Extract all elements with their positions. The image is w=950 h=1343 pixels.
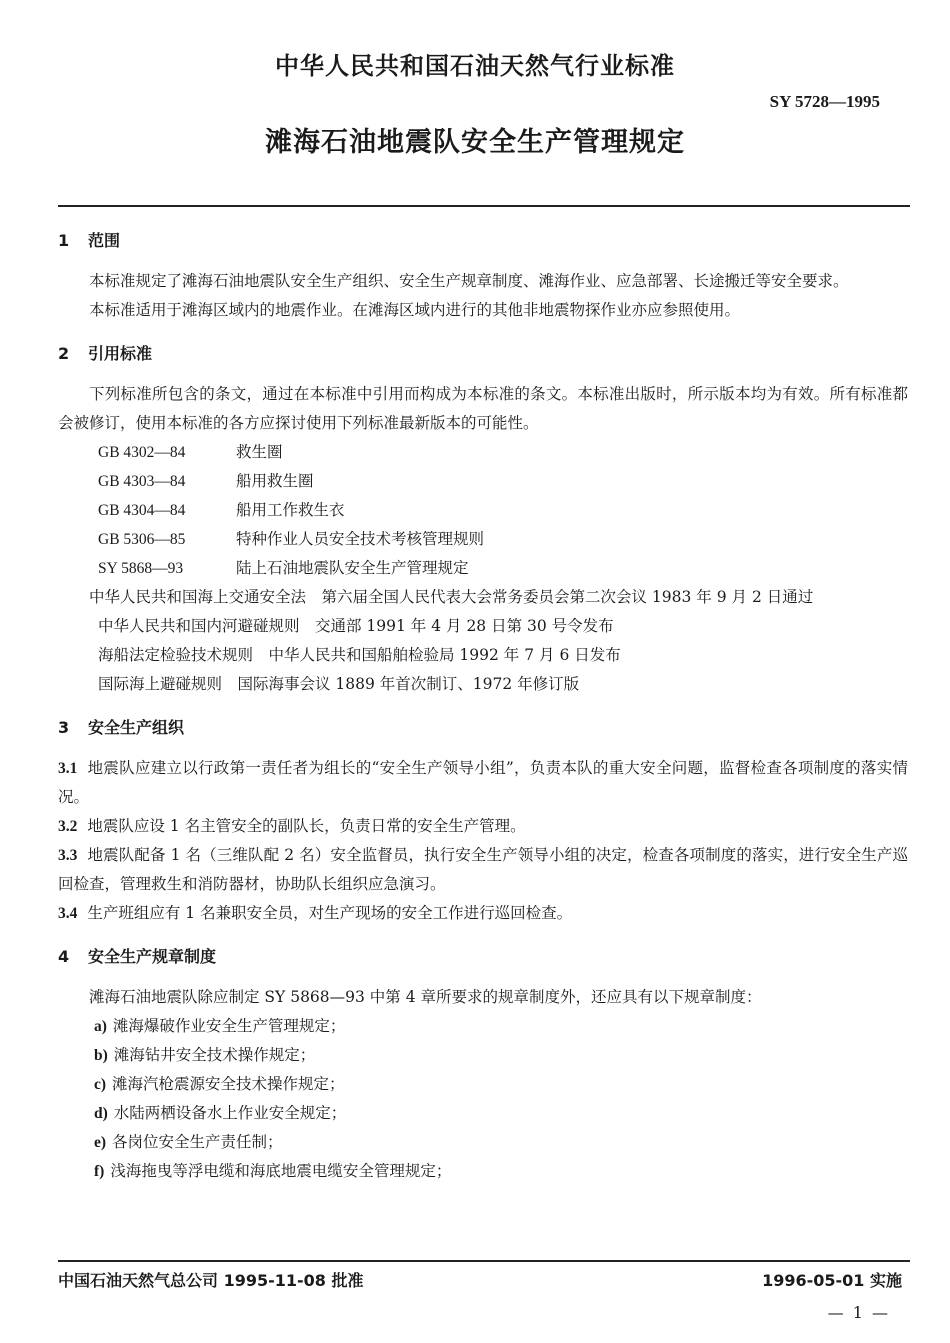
law-reference: 海船法定检验技术规则 中华人民共和国船舶检验局 1992 年 7 月 6 日发布 [98,646,621,664]
paragraph: 滩海石油地震队除应制定 SY 5868—93 中第 4 章所要求的规章制度外，还应具有以下规章制度： [89,988,762,1006]
reference-name: 船用工作救生衣 [236,501,345,519]
clause [58,754,908,812]
reference-item [58,467,908,496]
list-marker: d) [94,1105,108,1122]
list-marker: e) [94,1134,107,1151]
clause [58,812,908,841]
law-reference: 中华人民共和国内河避碰规则 交通部 1991 年 4 月 28 日第 30 号令发布 [98,617,614,635]
reference-code: GB 5306—85 [98,531,186,548]
clause-text: 生产班组应有 1 名兼职安全员，对生产现场的安全工作进行巡回检查。 [87,904,573,922]
list-marker: a) [94,1018,107,1035]
list-item [58,1157,908,1186]
list-marker: b) [94,1047,108,1064]
section-number: 3 [58,718,70,737]
clause-number: 3.2 [58,818,78,835]
paragraph: 本标准规定了滩海石油地震队安全生产组织、安全生产规章制度、滩海作业、应急部署、长途搬迁等安全要求。 [89,272,849,290]
paragraph: 本标准适用于滩海区域内的地震作业。在滩海区域内进行的其他非地震物探作业亦应参照使用。 [89,301,741,319]
list-item [58,1041,908,1070]
reference-code: GB 4304—84 [98,502,186,519]
section-number: 1 [58,231,70,250]
section-title: 范围 [88,231,121,250]
list-marker: f) [94,1163,105,1180]
paragraph: 下列标准所包含的条文，通过在本标准中引用而构成为本标准的条文。本标准出版时，所示版本均为有效。所有标准都会被修订，使用本标准的各方应探讨使用下列标准最新版本的可能性。 [58,385,908,432]
section-number: 2 [58,344,70,363]
clause-text: 地震队应设 1 名主管安全的副队长，负责日常的安全生产管理。 [87,817,526,835]
header-divider [58,205,910,207]
list-text: 滩海爆破作业安全生产管理规定； [112,1017,346,1035]
list-item [58,1070,908,1099]
clause-text: 地震队应建立以行政第一责任者为组长的“安全生产领导小组”，负责本队的重大安全问题，监督检查各项制度的落实情况。 [58,759,908,806]
standard-number: SY 5728—1995 [769,92,880,111]
section-title: 引用标准 [88,344,153,363]
reference-code: SY 5868—93 [98,560,184,577]
list-item [58,1128,908,1157]
reference-item [58,525,908,554]
reference-code: GB 4302—84 [98,444,186,461]
reference-item [58,496,908,525]
list-text: 各岗位安全生产责任制； [112,1133,283,1151]
reference-name: 救生圈 [236,443,283,461]
section-3-heading [58,713,908,742]
clause [58,841,908,899]
list-item [58,1012,908,1041]
page-number: — 1 — [827,1303,890,1322]
list-text: 水陆两栖设备水上作业安全规定； [113,1104,347,1122]
section-4-heading [58,942,908,971]
reference-item [58,554,908,583]
section-title: 安全生产组织 [88,718,185,737]
list-text: 浅海拖曳等浮电缆和海底地震电缆安全管理规定； [110,1162,452,1180]
footer-divider [58,1260,910,1262]
reference-code: GB 4303—84 [98,473,186,490]
list-marker: c) [94,1076,107,1093]
clause-number: 3.1 [58,760,78,777]
clause-number: 3.4 [58,905,78,922]
effective-date: 1996-05-01 实施 [762,1271,902,1290]
document-body [58,226,908,1186]
standard-category: 中华人民共和国石油天然气行业标准 [275,52,675,80]
law-reference: 中华人民共和国海上交通安全法 第六届全国人民代表大会常务委员会第二次会议 1983 年 9 月 2 日通过 [89,588,814,606]
list-text: 滩海钻井安全技术操作规定； [113,1046,316,1064]
list-item [58,1099,908,1128]
approval-line: 中国石油天然气总公司 1995-11-08 批准 [58,1271,364,1290]
reference-name: 船用救生圈 [236,472,314,490]
section-2-heading [58,339,908,368]
clause-text: 地震队配备 1 名（三维队配 2 名）安全监督员，执行安全生产领导小组的决定，检查各项制度的落实，进行安全生产巡回检查，管理救生和消防器材，协助队长组织应急演习。 [58,846,908,893]
clause [58,899,908,928]
list-text: 滩海汽枪震源安全技术操作规定； [112,1075,345,1093]
section-number: 4 [58,947,70,966]
section-title: 安全生产规章制度 [88,947,217,966]
document-title: 滩海石油地震队安全生产管理规定 [265,127,685,158]
law-reference: 国际海上避碰规则 国际海事会议 1889 年首次制订、1972 年修订版 [98,675,580,693]
reference-name: 特种作业人员安全技术考核管理规则 [236,530,485,548]
reference-name: 陆上石油地震队安全生产管理规定 [236,559,469,577]
section-1-heading [58,226,908,255]
clause-number: 3.3 [58,847,78,864]
reference-item [58,438,908,467]
